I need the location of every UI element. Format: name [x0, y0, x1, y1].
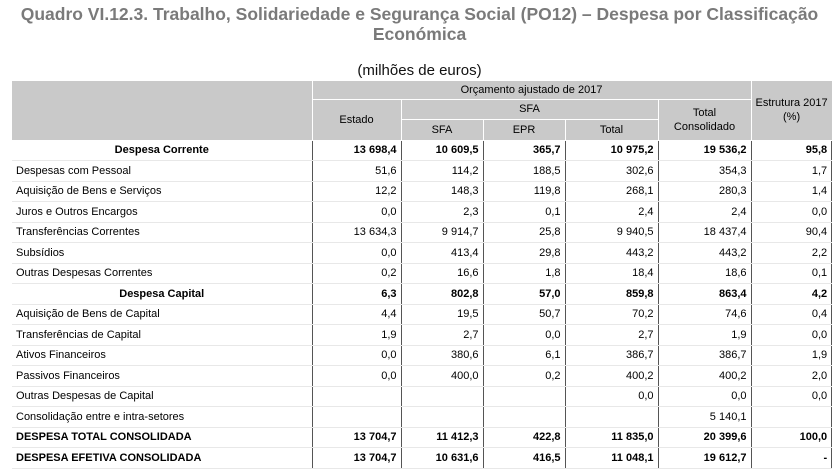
row-label: Aquisição de Bens de Capital [12, 304, 312, 325]
cell-total: 0,0 [565, 386, 658, 407]
cell-estado: 13 704,7 [312, 448, 401, 469]
section-row [12, 140, 832, 161]
cell-sfa: 380,6 [401, 345, 483, 366]
cell-sfa [401, 386, 483, 407]
cell-estado: 0,0 [312, 243, 401, 264]
cell-sfa: 19,5 [401, 304, 483, 325]
cell-total: 302,6 [565, 161, 658, 182]
section-row [12, 284, 832, 305]
cell-epr: 50,7 [483, 304, 565, 325]
cell-epr: 1,8 [483, 263, 565, 284]
table-row [12, 263, 832, 284]
cell-epr: 29,8 [483, 243, 565, 264]
cell-epr [483, 407, 565, 428]
cell-total: 9 940,5 [565, 222, 658, 243]
cell-total-consolidado: 863,4 [658, 284, 751, 305]
header-sfa: SFA [401, 119, 483, 140]
cell-estado: 1,9 [312, 325, 401, 346]
cell-estado [312, 407, 401, 428]
header-estado: Estado [312, 99, 401, 140]
cell-total-consolidado: 18,6 [658, 263, 751, 284]
header-budget-group: Orçamento ajustado de 2017 [312, 81, 751, 99]
cell-total: 11 048,1 [565, 448, 658, 469]
table-row [12, 304, 832, 325]
table-row [12, 202, 832, 223]
row-label: Consolidação entre e intra-setores [12, 407, 312, 428]
row-label: Passivos Financeiros [12, 366, 312, 387]
cell-total-consolidado: 5 140,1 [658, 407, 751, 428]
cell-estrutura: 4,2 [751, 284, 832, 305]
cell-estado: 0,0 [312, 345, 401, 366]
cell-sfa: 10 609,5 [401, 140, 483, 161]
cell-estado: 0,0 [312, 202, 401, 223]
cell-estrutura: 90,4 [751, 222, 832, 243]
table-header [12, 81, 832, 140]
cell-total-consolidado: 443,2 [658, 243, 751, 264]
cell-sfa: 16,6 [401, 263, 483, 284]
cell-epr [483, 386, 565, 407]
table-body [12, 140, 832, 468]
cell-sfa: 11 412,3 [401, 427, 483, 448]
cell-estrutura: 0,0 [751, 325, 832, 346]
cell-estrutura: 0,1 [751, 263, 832, 284]
units-caption: (milhões de euros) [357, 62, 482, 79]
table-row [12, 345, 832, 366]
table-row [12, 386, 832, 407]
cell-total: 11 835,0 [565, 427, 658, 448]
cell-estrutura: 100,0 [751, 427, 832, 448]
cell-epr: 25,8 [483, 222, 565, 243]
row-label: Outras Despesas de Capital [12, 386, 312, 407]
cell-total-consolidado: 2,4 [658, 202, 751, 223]
cell-epr: 365,7 [483, 140, 565, 161]
table-row [12, 407, 832, 428]
row-label: Juros e Outros Encargos [12, 202, 312, 223]
cell-total [565, 407, 658, 428]
header-total-consolidado-line-1: Total [692, 106, 717, 119]
header-estrutura-line-2: (%) [783, 111, 801, 124]
cell-estado: 0,0 [312, 366, 401, 387]
cell-sfa: 114,2 [401, 161, 483, 182]
cell-epr: 416,5 [483, 448, 565, 469]
cell-estrutura: - [751, 448, 832, 469]
table-row [12, 161, 832, 182]
cell-total: 2,7 [565, 325, 658, 346]
header-total-consolidado [658, 99, 751, 140]
cell-sfa: 10 631,6 [401, 448, 483, 469]
cell-total: 18,4 [565, 263, 658, 284]
cell-estrutura: 1,4 [751, 181, 832, 202]
cell-total-consolidado: 1,9 [658, 325, 751, 346]
cell-sfa: 400,0 [401, 366, 483, 387]
row-label: DESPESA EFETIVA CONSOLIDADA [12, 448, 312, 469]
total-row [12, 427, 832, 448]
table-title-line-1: Quadro VI.12.3. Trabalho, Solidariedade e Segurança Social (PO12) – Despesa por Classificação [20, 4, 819, 24]
row-label: Ativos Financeiros [12, 345, 312, 366]
cell-total-consolidado: 400,2 [658, 366, 751, 387]
cell-epr: 188,5 [483, 161, 565, 182]
table-title [0, 4, 839, 44]
table-row [12, 181, 832, 202]
cell-total-consolidado: 0,0 [658, 386, 751, 407]
expense-table [12, 81, 832, 469]
row-label: Despesa Capital [12, 284, 312, 305]
row-label: Subsídios [12, 243, 312, 264]
row-label: Transferências Correntes [12, 222, 312, 243]
cell-epr: 6,1 [483, 345, 565, 366]
cell-sfa: 9 914,7 [401, 222, 483, 243]
table-row [12, 366, 832, 387]
cell-total: 386,7 [565, 345, 658, 366]
cell-sfa: 2,7 [401, 325, 483, 346]
row-label: Outras Despesas Correntes [12, 263, 312, 284]
cell-estado: 12,2 [312, 181, 401, 202]
table-row [12, 325, 832, 346]
cell-total: 10 975,2 [565, 140, 658, 161]
cell-sfa: 2,3 [401, 202, 483, 223]
row-label: Transferências de Capital [12, 325, 312, 346]
header-epr: EPR [483, 119, 565, 140]
cell-estrutura: 1,9 [751, 345, 832, 366]
cell-epr: 119,8 [483, 181, 565, 202]
cell-total: 443,2 [565, 243, 658, 264]
cell-estrutura: 2,0 [751, 366, 832, 387]
row-label: Despesa Corrente [12, 140, 312, 161]
cell-total-consolidado: 386,7 [658, 345, 751, 366]
cell-total: 2,4 [565, 202, 658, 223]
cell-epr: 0,1 [483, 202, 565, 223]
header-total-consolidado-line-2: Consolidado [673, 120, 736, 133]
cell-estado: 13 698,4 [312, 140, 401, 161]
cell-total: 859,8 [565, 284, 658, 305]
row-label: Despesas com Pessoal [12, 161, 312, 182]
cell-sfa [401, 407, 483, 428]
cell-estrutura: 95,8 [751, 140, 832, 161]
table-row [12, 243, 832, 264]
header-estrutura-line-1: Estrutura 2017 [755, 97, 828, 110]
header-estrutura [751, 81, 832, 140]
cell-total-consolidado: 18 437,4 [658, 222, 751, 243]
cell-total-consolidado: 354,3 [658, 161, 751, 182]
cell-estado: 4,4 [312, 304, 401, 325]
cell-total: 70,2 [565, 304, 658, 325]
cell-estado: 13 634,3 [312, 222, 401, 243]
cell-total-consolidado: 19 612,7 [658, 448, 751, 469]
cell-total-consolidado: 19 536,2 [658, 140, 751, 161]
header-label-column [12, 81, 312, 140]
cell-total-consolidado: 74,6 [658, 304, 751, 325]
cell-estado: 6,3 [312, 284, 401, 305]
cell-epr: 0,0 [483, 325, 565, 346]
cell-estrutura: 0,0 [751, 386, 832, 407]
cell-epr: 422,8 [483, 427, 565, 448]
row-label: Aquisição de Bens e Serviços [12, 181, 312, 202]
header-sfa-group: SFA [401, 99, 658, 119]
cell-estado: 0,2 [312, 263, 401, 284]
cell-estrutura: 0,4 [751, 304, 832, 325]
header-total: Total [565, 119, 658, 140]
cell-estado: 51,6 [312, 161, 401, 182]
row-label: DESPESA TOTAL CONSOLIDADA [12, 427, 312, 448]
cell-total: 400,2 [565, 366, 658, 387]
cell-estrutura [751, 407, 832, 428]
table-row [12, 222, 832, 243]
cell-sfa: 148,3 [401, 181, 483, 202]
cell-sfa: 413,4 [401, 243, 483, 264]
total-row [12, 448, 832, 469]
cell-estrutura: 0,0 [751, 202, 832, 223]
cell-estado: 13 704,7 [312, 427, 401, 448]
cell-total: 268,1 [565, 181, 658, 202]
cell-total-consolidado: 20 399,6 [658, 427, 751, 448]
cell-estrutura: 2,2 [751, 243, 832, 264]
cell-estado [312, 386, 401, 407]
cell-estrutura: 1,7 [751, 161, 832, 182]
table-title-line-2: Económica [372, 24, 467, 44]
cell-sfa: 802,8 [401, 284, 483, 305]
cell-total-consolidado: 280,3 [658, 181, 751, 202]
cell-epr: 0,2 [483, 366, 565, 387]
cell-epr: 57,0 [483, 284, 565, 305]
